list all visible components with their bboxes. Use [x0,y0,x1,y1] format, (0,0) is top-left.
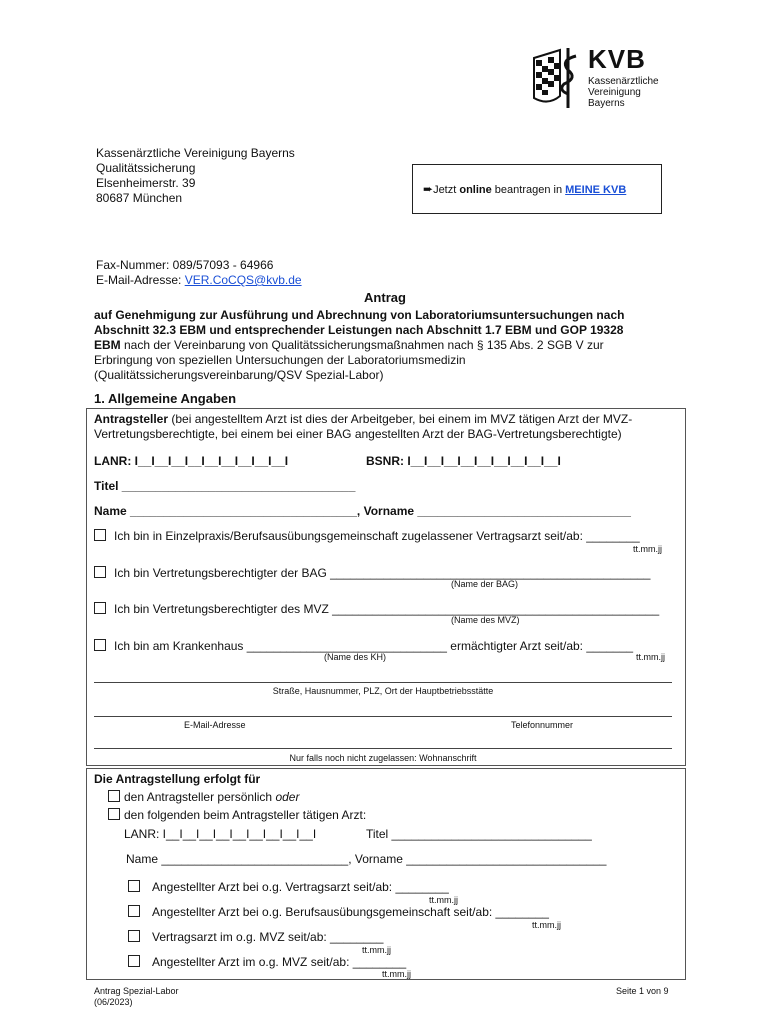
opt4-hint2: tt.mm.jj [636,652,665,662]
checkbox-mvz[interactable] [94,602,106,614]
employment-a3-label: Vertragsarzt im o.g. MVZ seit/ab: ________ [152,930,384,944]
home-address-line[interactable] [94,748,672,749]
email-hint: E-Mail-Adresse [184,720,246,730]
checkbox-a2[interactable] [128,905,140,917]
recipient-address [96,146,295,206]
checkbox-a3[interactable] [128,930,140,942]
page-title: Antrag [364,290,406,305]
title-description [94,308,694,383]
address-line4: 80687 München [96,191,183,205]
logo-abbr: KVB [588,44,646,74]
opt4-hint1: (Name des KH) [324,652,387,662]
title-bold1: auf Genehmigung zur Ausführung und Abrechnung von Laboratoriumsuntersuchungen nach [94,308,625,322]
option-einzelpraxis[interactable] [94,529,640,544]
online-prefix: Jetzt [433,184,460,196]
checkbox-following-doctor[interactable] [108,808,120,820]
page-number: Seite 1 von 9 [616,986,669,996]
footer-version: (06/2023) [94,997,133,1007]
titel-field[interactable]: Titel ___________________________________ [94,479,356,493]
address-line1: Kassenärztliche Vereinigung Bayerns [96,146,295,160]
address-line[interactable] [94,682,672,683]
employment-a3[interactable] [128,930,383,945]
checkbox-einzelpraxis[interactable] [94,529,106,541]
email-link[interactable]: VER.CoCQS@kvb.de [184,273,302,287]
title-line4: Erbringung von speziellen Untersuchungen der Laboratoriumsmedizin [94,353,466,367]
kvb-emblem-icon [530,44,582,112]
option-personal[interactable] [108,790,299,805]
address-line3: Elsenheimerstr. 39 [96,176,196,190]
email-label: E-Mail-Adresse: [96,273,185,287]
option-mvz-label: Ich bin Vertretungsberechtigter des MVZ _________________________________________________ [114,602,660,616]
lanr-field[interactable]: LANR: I__I__I__I__I__I__I__I__I__I [94,454,289,468]
online-apply-box [412,164,662,214]
employment-a2[interactable] [128,905,549,920]
home-address-hint: Nur falls noch nicht zugelassen: Wohnanschrift [289,753,477,763]
doctor-lanr-field[interactable]: LANR: I__I__I__I__I__I__I__I__I__I [124,827,317,841]
checkbox-personal[interactable] [108,790,120,802]
option-bag[interactable] [94,566,650,581]
employment-a1-label: Angestellter Arzt bei o.g. Vertragsarzt seit/ab: ________ [152,880,449,894]
contact-info [96,258,302,288]
opt3-hint: (Name des MVZ) [451,615,520,625]
logo-line3: Bayerns [588,98,625,109]
employment-a2-label: Angestellter Arzt bei o.g. Berufsausübungsgemeinschaft seit/ab: ________ [152,905,549,919]
employment-a1[interactable] [128,880,449,895]
option-following-doctor-label: den folgenden beim Antragsteller tätigen Arzt: [124,808,367,822]
contact-line[interactable] [94,716,672,717]
checkbox-bag[interactable] [94,566,106,578]
phone-hint: Telefonnummer [511,720,574,730]
meine-kvb-link[interactable]: MEINE KVB [565,184,627,196]
logo-line1: Kassenärztliche [588,76,659,87]
option-mvz[interactable] [94,602,659,617]
checkbox-a4[interactable] [128,955,140,967]
fax-number: Fax-Nummer: 089/57093 - 64966 [96,258,274,272]
online-bold: online [459,184,492,196]
employment-a4[interactable] [128,955,406,970]
a2-hint: tt.mm.jj [532,920,561,930]
applicant-note-rest: (bei angestelltem Arzt ist dies der Arbeitgeber, bei einem im MVZ tätigen Arzt der MVZ- [168,412,633,426]
option-personal-label: den Antragsteller persönlich [124,790,276,804]
a1-hint: tt.mm.jj [429,895,458,905]
section2-heading: Die Antragstellung erfolgt für [94,772,261,786]
section1-heading: 1. Allgemeine Angaben [94,391,237,406]
title-line3-rest: nach der Vereinbarung von Qualitätssicherungsmaßnahmen nach § 135 Abs. 2 SGB V zur [120,338,604,352]
applicant-label: Antragsteller [94,412,169,426]
a4-hint: tt.mm.jj [382,969,411,979]
employment-a4-label: Angestellter Arzt im o.g. MVZ seit/ab: ________ [152,955,407,969]
kvb-logo [530,44,670,112]
bsnr-field[interactable]: BSNR: I__I__I__I__I__I__I__I__I__I [366,454,561,468]
checkbox-a1[interactable] [128,880,140,892]
title-line5: (Qualitätssicherungsvereinbarung/QSV Spezial-Labor) [94,368,384,382]
a3-hint: tt.mm.jj [362,945,391,955]
doctor-name-field[interactable]: Name ____________________________, Vorname ______________________________ [126,852,607,866]
option-bag-label: Ich bin Vertretungsberechtigter der BAG ________________________________________________ [114,566,651,580]
name-field[interactable]: Name __________________________________, Vorname ________________________________ [94,504,631,518]
checkbox-krankenhaus[interactable] [94,639,106,651]
online-middle: beantragen in [491,184,566,196]
applicant-note [94,412,684,442]
opt1-hint: tt.mm.jj [633,544,662,554]
title-bold2: Abschnitt 32.3 EBM und entsprechender Leistungen nach Abschnitt 1.7 EBM und GOP 19328 [94,323,624,337]
option-einzelpraxis-label: Ich bin in Einzelpraxis/Berufsausübungsgemeinschaft zugelassener Vertragsarzt seit/ab: ________ [114,529,640,543]
option-following-doctor[interactable] [108,808,366,823]
option-personal-or: oder [275,790,300,804]
footer-left [94,986,179,1008]
applicant-note-line2: Vertretungsberechtigte, bei einem bei einer BAG angestellten Arzt der BAG-Vertretungsberechtigte) [94,427,622,441]
address-hint: Straße, Hausnummer, PLZ, Ort der Hauptbetriebsstätte [272,686,494,696]
title-line3-bold: EBM [94,338,121,352]
opt2-hint: (Name der BAG) [451,579,519,589]
option-krankenhaus-label: Ich bin am Krankenhaus ______________________________ ermächtigter Arzt seit/ab: _______ [114,639,634,653]
doctor-titel-field[interactable]: Titel ______________________________ [366,827,592,841]
logo-line2: Vereinigung [588,87,641,98]
arrow-right-icon: ➨ [423,182,434,196]
address-line2: Qualitätssicherung [96,161,196,175]
footer-form-name: Antrag Spezial-Labor [94,986,179,996]
